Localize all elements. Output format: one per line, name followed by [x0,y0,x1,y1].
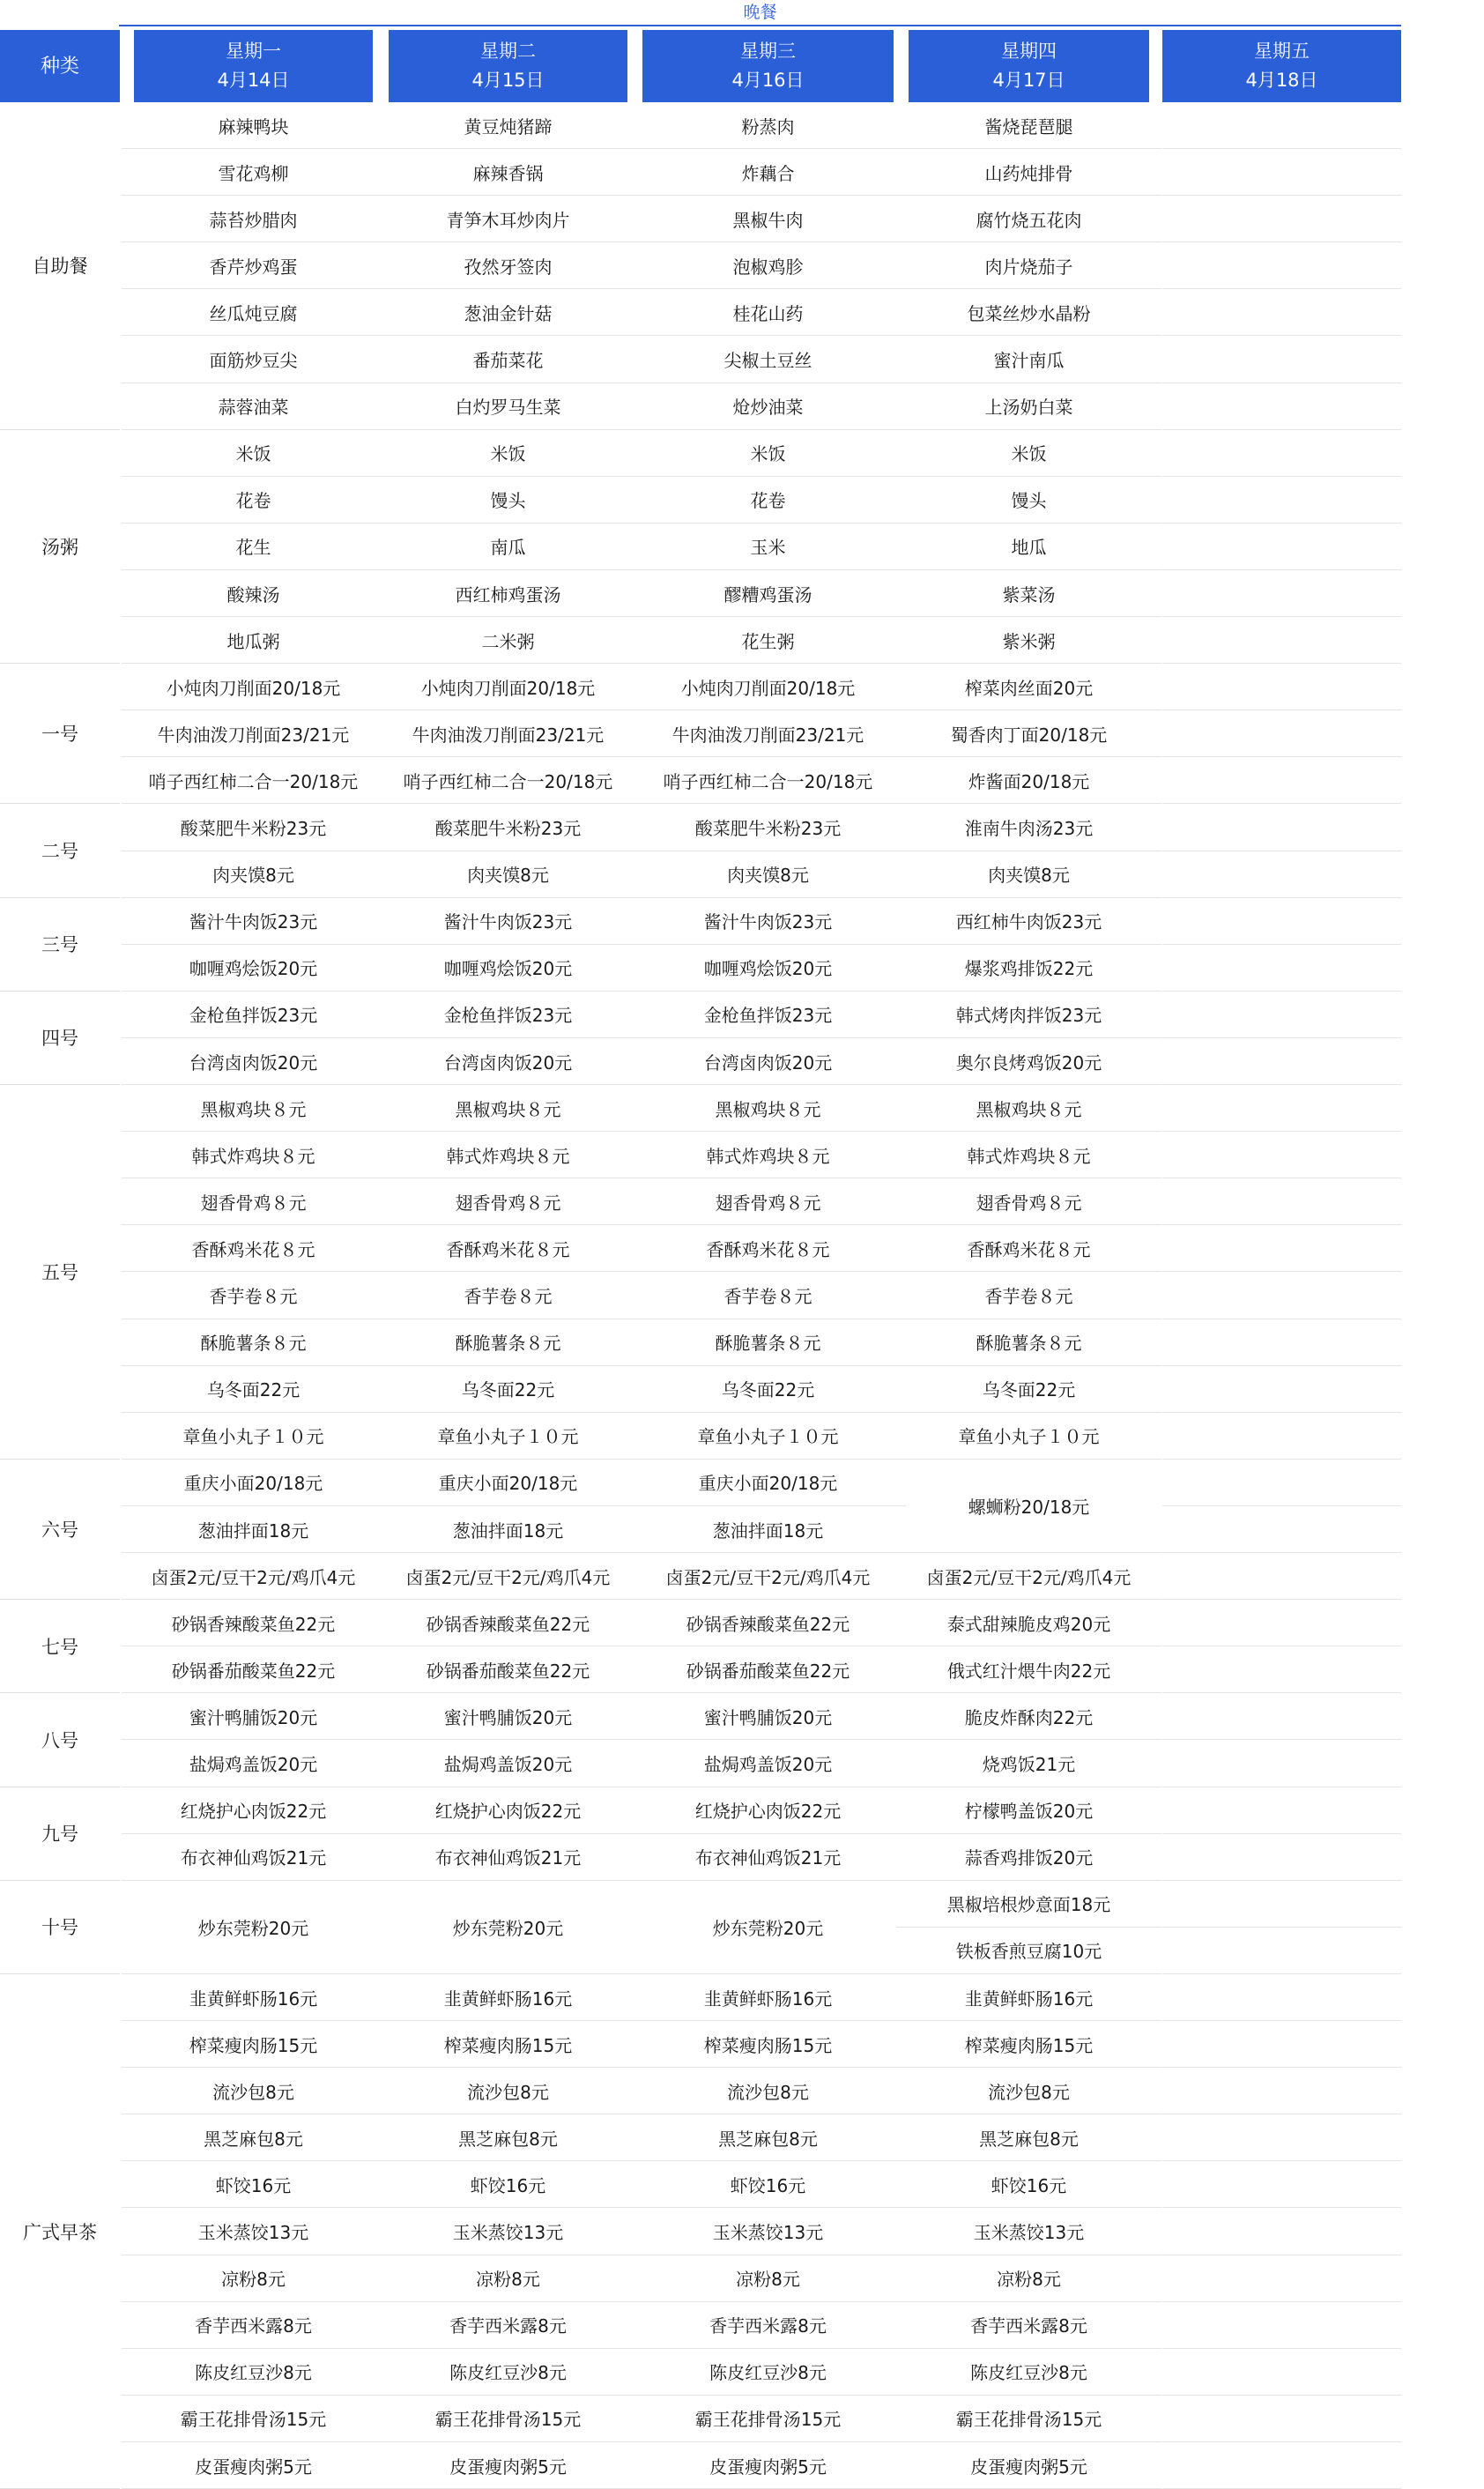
category-2: 汤粥 [0,430,120,665]
menu-item: 炒东莞粉20元 [630,1881,906,1974]
menu-item: 砂锅香辣酸菜鱼22元 [122,1600,385,1646]
menu-item: 酱烧琵琶腿 [896,102,1161,149]
menu-item: 麻辣鸭块 [122,102,385,149]
header-day-2 [389,30,627,102]
menu-item: 白灼罗马生菜 [376,383,640,430]
menu-item: 翅香骨鸡８元 [122,1178,385,1225]
menu-item: 肉片烧茄子 [896,242,1161,289]
category-3: 一号 [0,664,120,804]
menu-item: 黑芝麻包8元 [376,2114,640,2161]
menu-item: 蒜香鸡排饭20元 [896,1834,1161,1881]
menu-item: 重庆小面20/18元 [122,1460,385,1506]
header-weekday: 星期四 [1001,41,1057,62]
menu-item: 蜜汁鸭脯饭20元 [122,1693,385,1740]
menu-item: 凉粉8元 [896,2255,1161,2302]
menu-item: 地瓜 [896,524,1161,570]
menu-item-empty [1162,524,1401,570]
menu-item-empty [1162,2255,1401,2302]
menu-item: 上汤奶白菜 [896,383,1161,430]
category-12: 十号 [0,1881,120,1974]
menu-item: 黑椒鸡块８元 [122,1085,385,1132]
header-day-4 [909,30,1149,102]
menu-item: 小炖肉刀削面20/18元 [122,664,385,710]
menu-item: 黑椒鸡块８元 [630,1085,906,1132]
menu-item: 砂锅番茄酸菜鱼22元 [376,1646,640,1693]
menu-item: 黑芝麻包8元 [630,2114,906,2161]
menu-item: 肉夹馍8元 [376,851,640,898]
category-7: 五号 [0,1085,120,1460]
header-day-5 [1162,30,1401,102]
menu-item: 米饭 [630,430,906,477]
menu-item: 烧鸡饭21元 [896,1741,1161,1787]
menu-item: 红烧护心肉饭22元 [630,1787,906,1834]
menu-item: 牛肉油泼刀削面23/21元 [630,710,906,757]
menu-item-empty [1162,1413,1401,1460]
menu-item: 凉粉8元 [630,2255,906,2302]
menu-item: 流沙包8元 [122,2068,385,2114]
menu-item: 香酥鸡米花８元 [630,1225,906,1272]
menu-item: 玉米 [630,524,906,570]
menu-item-empty [1162,1646,1401,1693]
menu-item: 炒东莞粉20元 [122,1881,385,1974]
menu-item: 黑椒牛肉 [630,196,906,242]
menu-item: 乌冬面22元 [630,1366,906,1413]
menu-item: 台湾卤肉饭20元 [376,1038,640,1085]
menu-item: 皮蛋瘦肉粥5元 [630,2442,906,2489]
menu-item: 香芋西米露8元 [122,2302,385,2349]
menu-item: 黑芝麻包8元 [122,2114,385,2161]
menu-item: 泡椒鸡胗 [630,242,906,289]
menu-item: 凉粉8元 [376,2255,640,2302]
menu-item: 重庆小面20/18元 [376,1460,640,1506]
menu-item: 醪糟鸡蛋汤 [630,570,906,617]
menu-item: 螺蛳粉20/18元 [896,1460,1161,1553]
menu-item: 卤蛋2元/豆干2元/鸡爪4元 [630,1553,906,1600]
menu-item: 乌冬面22元 [896,1366,1161,1413]
menu-item: 蜀香肉丁面20/18元 [896,710,1161,757]
menu-item-empty [1162,805,1401,851]
menu-item-empty [1162,430,1401,477]
menu-item: 蜜汁鸭脯饭20元 [376,1693,640,1740]
meal-title: 晚餐 [119,0,1401,26]
menu-item: 葱油金针菇 [376,289,640,336]
menu-item: 哨子西红柿二合一20/18元 [376,757,640,804]
menu-item-empty [1162,664,1401,710]
menu-item: 香芋卷８元 [376,1273,640,1319]
menu-item: 凉粉8元 [122,2255,385,2302]
menu-item: 咖喱鸡烩饭20元 [630,945,906,992]
menu-item: 炸藕合 [630,149,906,196]
menu-item: 花生 [122,524,385,570]
menu-item-empty [1162,1273,1401,1319]
menu-item: 葱油拌面18元 [122,1506,385,1553]
menu-item: 淮南牛肉汤23元 [896,805,1161,851]
menu-item-empty [1162,2021,1401,2068]
menu-item: 米饭 [376,430,640,477]
header-date: 4月17日 [992,70,1065,91]
menu-item: 酱汁牛肉饭23元 [376,898,640,945]
menu-item: 韩式炸鸡块８元 [376,1132,640,1178]
menu-item-empty [1162,1506,1401,1553]
menu-item: 玉米蒸饺13元 [896,2209,1161,2255]
menu-item-empty [1162,1693,1401,1740]
menu-item-empty [1162,851,1401,898]
header-date: 4月16日 [731,70,805,91]
menu-item: 馒头 [896,477,1161,524]
menu-item: 陈皮红豆沙8元 [630,2349,906,2396]
menu-item-empty [1162,2161,1401,2208]
header-date: 4月14日 [217,70,290,91]
menu-item: 粉蒸肉 [630,102,906,149]
header-date: 4月18日 [1245,70,1318,91]
menu-item: 肉夹馍8元 [630,851,906,898]
menu-item: 黑椒鸡块８元 [376,1085,640,1132]
menu-item: 酥脆薯条８元 [122,1319,385,1366]
menu-item-empty [1162,1974,1401,2021]
menu-item: 盐焗鸡盖饭20元 [630,1741,906,1787]
menu-item-empty [1162,2349,1401,2396]
menu-item: 炸酱面20/18元 [896,757,1161,804]
menu-item: 酸菜肥牛米粉23元 [376,805,640,851]
menu-item: 咖喱鸡烩饭20元 [376,945,640,992]
menu-item-empty [1162,383,1401,430]
menu-item: 蜜汁鸭脯饭20元 [630,1693,906,1740]
menu-item: 陈皮红豆沙8元 [896,2349,1161,2396]
menu-item-empty [1162,1928,1401,1974]
menu-item-empty [1162,2114,1401,2161]
menu-item: 榨菜肉丝面20元 [896,664,1161,710]
menu-item: 酸辣汤 [122,570,385,617]
menu-item: 香芋西米露8元 [896,2302,1161,2349]
menu-item: 孜然牙签肉 [376,242,640,289]
header-category: 种类 [0,30,120,102]
menu-item-empty [1162,1553,1401,1600]
menu-item: 黑椒鸡块８元 [896,1085,1161,1132]
menu-item: 章鱼小丸子１０元 [630,1413,906,1460]
menu-item: 咖喱鸡烩饭20元 [122,945,385,992]
menu-item-empty [1162,570,1401,617]
menu-item: 皮蛋瘦肉粥5元 [376,2442,640,2489]
menu-item-empty [1162,1600,1401,1646]
menu-item: 虾饺16元 [630,2161,906,2208]
category-6: 四号 [0,992,120,1085]
menu-item: 花卷 [630,477,906,524]
menu-item: 黄豆炖猪蹄 [376,102,640,149]
menu-item: 尖椒土豆丝 [630,337,906,383]
menu-item: 面筋炒豆尖 [122,337,385,383]
menu-item: 铁板香煎豆腐10元 [896,1928,1161,1974]
menu-item: 肉夹馍8元 [896,851,1161,898]
menu-item: 香酥鸡米花８元 [122,1225,385,1272]
menu-item: 俄式红汁煨牛肉22元 [896,1646,1161,1693]
menu-item: 香芋卷８元 [122,1273,385,1319]
menu-item: 脆皮炸酥肉22元 [896,1693,1161,1740]
menu-item: 韩式炸鸡块８元 [122,1132,385,1178]
menu-item: 黑椒培根炒意面18元 [896,1881,1161,1928]
header-weekday: 星期二 [480,41,536,62]
menu-item: 玉米蒸饺13元 [122,2209,385,2255]
menu-item: 红烧护心肉饭22元 [122,1787,385,1834]
menu-item: 卤蛋2元/豆干2元/鸡爪4元 [376,1553,640,1600]
menu-item: 肉夹馍8元 [122,851,385,898]
header-weekday: 星期三 [740,41,796,62]
menu-item: 砂锅番茄酸菜鱼22元 [630,1646,906,1693]
menu-item: 金枪鱼拌饭23元 [122,992,385,1038]
menu-item: 香芹炒鸡蛋 [122,242,385,289]
menu-item-empty [1162,1178,1401,1225]
menu-item: 葱油拌面18元 [376,1506,640,1553]
menu-item: 葱油拌面18元 [630,1506,906,1553]
menu-item: 炝炒油菜 [630,383,906,430]
menu-item-empty [1162,1366,1401,1413]
menu-item: 黑芝麻包8元 [896,2114,1161,2161]
menu-item: 蒜蓉油菜 [122,383,385,430]
menu-item: 流沙包8元 [896,2068,1161,2114]
menu-item: 砂锅香辣酸菜鱼22元 [376,1600,640,1646]
menu-item: 蒜苔炒腊肉 [122,196,385,242]
menu-item: 霸王花排骨汤15元 [630,2396,906,2442]
menu-item: 花生粥 [630,617,906,664]
menu-item: 桂花山药 [630,289,906,336]
menu-item: 炒东莞粉20元 [376,1881,640,1974]
menu-item-empty [1162,2068,1401,2114]
menu-item-empty [1162,337,1401,383]
menu-item: 布衣神仙鸡饭21元 [122,1834,385,1881]
menu-item-empty [1162,945,1401,992]
menu-item: 盐焗鸡盖饭20元 [376,1741,640,1787]
menu-item: 丝瓜炖豆腐 [122,289,385,336]
menu-item: 哨子西红柿二合一20/18元 [630,757,906,804]
menu-item: 山药炖排骨 [896,149,1161,196]
menu-item: 小炖肉刀削面20/18元 [376,664,640,710]
menu-item-empty [1162,1132,1401,1178]
menu-item: 金枪鱼拌饭23元 [376,992,640,1038]
menu-item-empty [1162,1085,1401,1132]
menu-item: 霸王花排骨汤15元 [376,2396,640,2442]
menu-item: 馒头 [376,477,640,524]
menu-item-empty [1162,2209,1401,2255]
menu-item: 榨菜瘦肉肠15元 [630,2021,906,2068]
menu-item: 花卷 [122,477,385,524]
menu-item: 酸菜肥牛米粉23元 [122,805,385,851]
menu-item: 玉米蒸饺13元 [630,2209,906,2255]
menu-item: 乌冬面22元 [122,1366,385,1413]
menu-item: 翅香骨鸡８元 [896,1178,1161,1225]
menu-item: 盐焗鸡盖饭20元 [122,1741,385,1787]
menu-item: 玉米蒸饺13元 [376,2209,640,2255]
menu-item-empty [1162,102,1401,149]
menu-item: 翅香骨鸡８元 [630,1178,906,1225]
menu-item: 酱汁牛肉饭23元 [122,898,385,945]
menu-item-empty [1162,617,1401,664]
category-13: 广式早茶 [0,1974,120,2489]
menu-item: 米饭 [122,430,385,477]
header-day-1 [134,30,373,102]
menu-item: 酥脆薯条８元 [896,1319,1161,1366]
menu-item: 哨子西红柿二合一20/18元 [122,757,385,804]
menu-item: 陈皮红豆沙8元 [376,2349,640,2396]
header-weekday: 星期五 [1254,41,1310,62]
menu-item: 爆浆鸡排饭22元 [896,945,1161,992]
menu-item: 陈皮红豆沙8元 [122,2349,385,2396]
menu-item: 榨菜瘦肉肠15元 [376,2021,640,2068]
menu-item: 台湾卤肉饭20元 [122,1038,385,1085]
menu-item-empty [1162,1319,1401,1366]
menu-item: 奥尔良烤鸡饭20元 [896,1038,1161,1085]
menu-item: 翅香骨鸡８元 [376,1178,640,1225]
menu-item: 章鱼小丸子１０元 [122,1413,385,1460]
menu-item: 蜜汁南瓜 [896,337,1161,383]
menu-item: 皮蛋瘦肉粥5元 [896,2442,1161,2489]
menu-item: 紫菜汤 [896,570,1161,617]
menu-item-empty [1162,149,1401,196]
menu-item: 腐竹烧五花肉 [896,196,1161,242]
header-day-3 [642,30,894,102]
menu-item-empty [1162,2302,1401,2349]
menu-item: 砂锅番茄酸菜鱼22元 [122,1646,385,1693]
menu-item: 韩式炸鸡块８元 [630,1132,906,1178]
header-weekday: 星期一 [226,41,281,62]
menu-item: 牛肉油泼刀削面23/21元 [122,710,385,757]
menu-item-empty [1162,1460,1401,1506]
menu-item-empty [1162,2396,1401,2442]
menu-item: 砂锅香辣酸菜鱼22元 [630,1600,906,1646]
menu-item-empty [1162,992,1401,1038]
menu-item: 青笋木耳炒肉片 [376,196,640,242]
menu-item: 虾饺16元 [376,2161,640,2208]
menu-item: 卤蛋2元/豆干2元/鸡爪4元 [896,1553,1161,1600]
menu-item: 西红柿鸡蛋汤 [376,570,640,617]
menu-item: 韭黄鲜虾肠16元 [896,1974,1161,2021]
menu-item: 泰式甜辣脆皮鸡20元 [896,1600,1161,1646]
menu-item: 霸王花排骨汤15元 [122,2396,385,2442]
category-1: 自助餐 [0,102,120,430]
menu-item: 酥脆薯条８元 [630,1319,906,1366]
menu-item: 皮蛋瘦肉粥5元 [122,2442,385,2489]
menu-item-empty [1162,1834,1401,1881]
menu-item: 香芋卷８元 [896,1273,1161,1319]
menu-item: 牛肉油泼刀削面23/21元 [376,710,640,757]
menu-item: 乌冬面22元 [376,1366,640,1413]
menu-item: 西红柿牛肉饭23元 [896,898,1161,945]
menu-item: 虾饺16元 [896,2161,1161,2208]
menu-item: 重庆小面20/18元 [630,1460,906,1506]
menu-item: 榨菜瘦肉肠15元 [896,2021,1161,2068]
menu-item: 流沙包8元 [376,2068,640,2114]
menu-item-empty [1162,1225,1401,1272]
menu-item-empty [1162,898,1401,945]
menu-item: 香芋卷８元 [630,1273,906,1319]
category-4: 二号 [0,805,120,898]
menu-item: 酱汁牛肉饭23元 [630,898,906,945]
category-5: 三号 [0,898,120,992]
menu-item: 章鱼小丸子１０元 [376,1413,640,1460]
menu-item: 香酥鸡米花８元 [376,1225,640,1272]
menu-item: 韭黄鲜虾肠16元 [376,1974,640,2021]
menu-item: 布衣神仙鸡饭21元 [630,1834,906,1881]
menu-item-empty [1162,1787,1401,1834]
menu-item: 韭黄鲜虾肠16元 [122,1974,385,2021]
menu-item: 香芋西米露8元 [376,2302,640,2349]
menu-item: 雪花鸡柳 [122,149,385,196]
menu-item: 韩式炸鸡块８元 [896,1132,1161,1178]
menu-item-empty [1162,289,1401,336]
menu-item: 米饭 [896,430,1161,477]
menu-item: 章鱼小丸子１０元 [896,1413,1161,1460]
menu-item: 韭黄鲜虾肠16元 [630,1974,906,2021]
menu-item: 香芋西米露8元 [630,2302,906,2349]
menu-item: 酸菜肥牛米粉23元 [630,805,906,851]
category-8: 六号 [0,1460,120,1600]
category-11: 九号 [0,1787,120,1881]
menu-item: 南瓜 [376,524,640,570]
menu-item: 布衣神仙鸡饭21元 [376,1834,640,1881]
menu-item-empty [1162,1881,1401,1928]
menu-item: 麻辣香锅 [376,149,640,196]
menu-item: 酥脆薯条８元 [376,1319,640,1366]
menu-item-empty [1162,242,1401,289]
header-date: 4月15日 [471,70,545,91]
menu-item: 二米粥 [376,617,640,664]
menu-item: 金枪鱼拌饭23元 [630,992,906,1038]
menu-item-empty [1162,1038,1401,1085]
menu-item-empty [1162,1741,1401,1787]
menu-item: 韩式烤肉拌饭23元 [896,992,1161,1038]
menu-item: 流沙包8元 [630,2068,906,2114]
category-9: 七号 [0,1600,120,1693]
menu-item-empty [1162,757,1401,804]
menu-item-empty [1162,2442,1401,2489]
menu-item: 紫米粥 [896,617,1161,664]
menu-item: 红烧护心肉饭22元 [376,1787,640,1834]
menu-item-empty [1162,710,1401,757]
menu-item: 榨菜瘦肉肠15元 [122,2021,385,2068]
menu-item: 地瓜粥 [122,617,385,664]
category-10: 八号 [0,1693,120,1787]
menu-item: 番茄菜花 [376,337,640,383]
menu-item: 台湾卤肉饭20元 [630,1038,906,1085]
menu-item: 卤蛋2元/豆干2元/鸡爪4元 [122,1553,385,1600]
menu-item: 霸王花排骨汤15元 [896,2396,1161,2442]
menu-item: 柠檬鸭盖饭20元 [896,1787,1161,1834]
menu-item: 虾饺16元 [122,2161,385,2208]
menu-item: 包菜丝炒水晶粉 [896,289,1161,336]
menu-item: 小炖肉刀削面20/18元 [630,664,906,710]
menu-item: 香酥鸡米花８元 [896,1225,1161,1272]
menu-item-empty [1162,477,1401,524]
menu-item-empty [1162,196,1401,242]
